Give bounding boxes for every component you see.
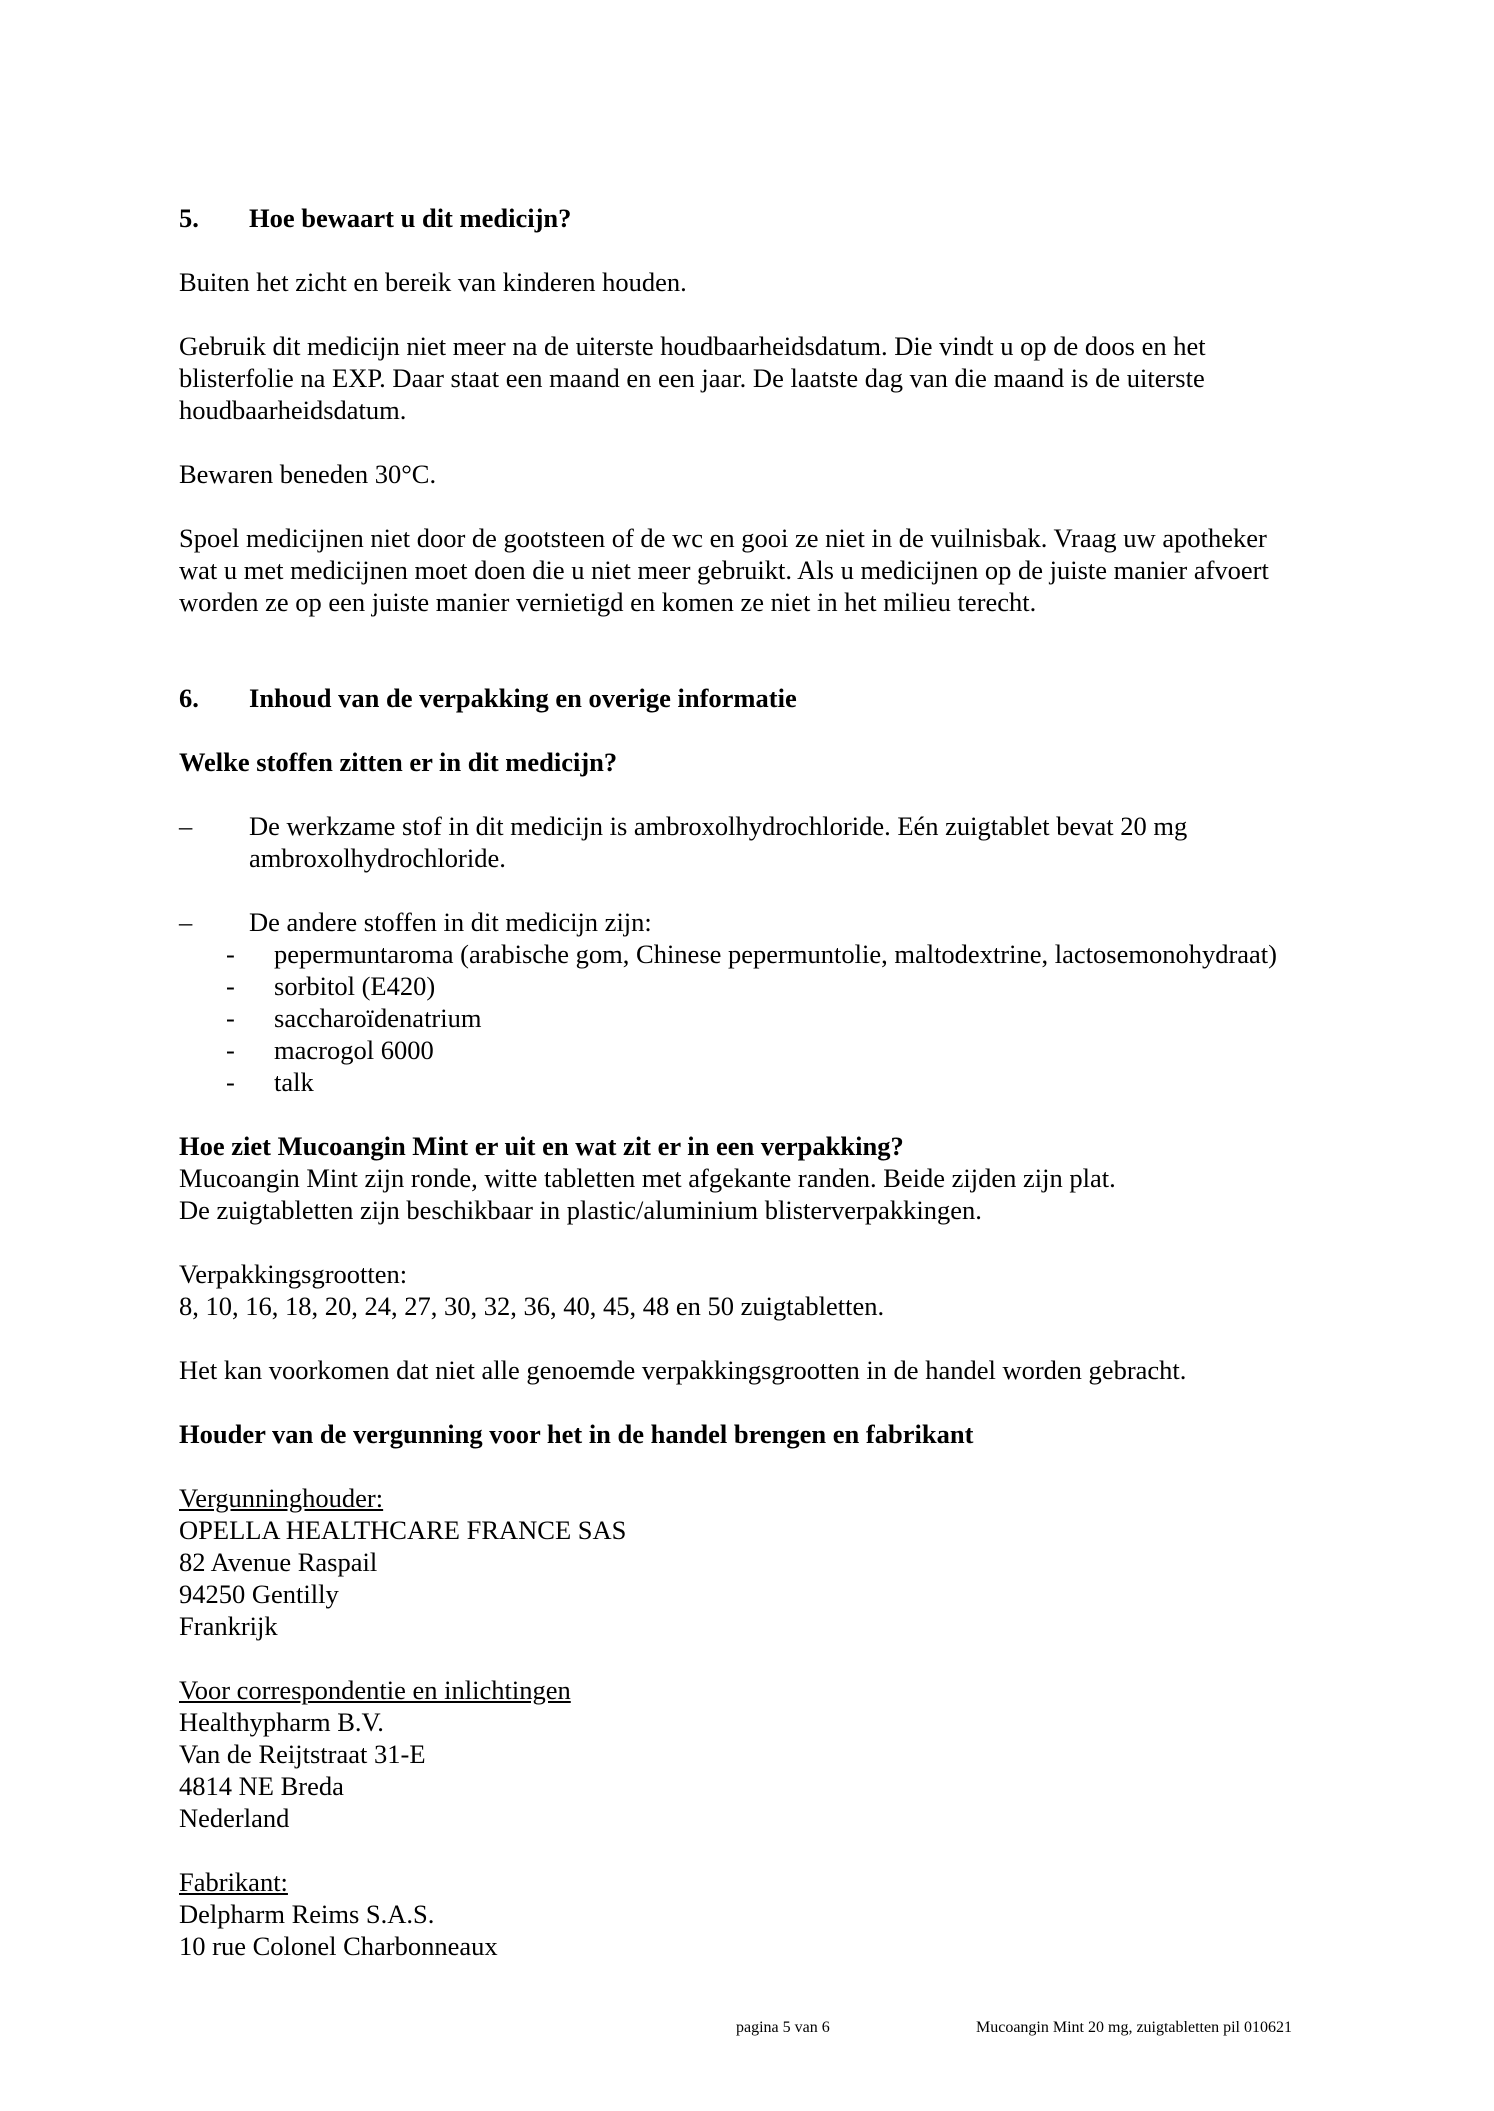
list-item: - talk [226,1067,314,1097]
list-item: - macrogol 6000 [226,1035,434,1065]
address-label: Voor correspondentie en inlichtingen [179,1675,571,1705]
paragraph: Verpakkingsgrootten: 8, 10, 16, 18, 20, 24, 27, 30, 32, 36, 40, 45, 48 en 50 zuigtabletten. [179,1259,885,1321]
paragraph: Bewaren beneden 30°C. [179,459,437,489]
list-item: - sorbitol (E420) [226,971,436,1001]
section-number: 5. [179,203,199,233]
subheading: Houder van de vergunning voor het in de handel brengen en fabrikant [179,1419,974,1449]
address-label: Fabrikant: [179,1867,288,1897]
dash-bullet: – [179,907,193,937]
document-reference: Mucoangin Mint 20 mg, zuigtabletten pil 010621 [976,2019,1292,2036]
subheading: Hoe ziet Mucoangin Mint er uit en wat zit er in een verpakking? [179,1131,904,1161]
paragraph: Het kan voorkomen dat niet alle genoemde verpakkingsgrootten in de handel worden gebracht. [179,1355,1187,1385]
ingredient-list [179,938,1339,1098]
dash-bullet: – [179,811,193,841]
section-6-heading [179,682,1339,714]
subheading: Welke stoffen zitten er in dit medicijn? [179,747,618,777]
page-number: pagina 5 van 6 [736,2019,830,2036]
list-item: - saccharoïdenatrium [226,1003,482,1033]
document-body [179,202,1339,1962]
list-item: – De werkzame stof in dit medicijn is ambroxolhydrochloride. Eén zuigtablet bevat 20 mg ambroxolhydrochloride. [179,811,1188,873]
address-block: Voor correspondentie en inlichtingen Healthypharm B.V. Van de Reijtstraat 31-E 4814 NE Breda Nederland [179,1675,571,1833]
section-title: Inhoud van de verpakking en overige informatie [249,683,797,713]
list-item: – De andere stoffen in dit medicijn zijn: [179,907,652,937]
paragraph: Spoel medicijnen niet door de gootsteen of de wc en gooi ze niet in de vuilnisbak. Vraag uw apotheker wat u met medicijnen moet doen die u niet meer gebruikt. Als u medicijnen op de juiste manier afvoert worden ze op een juiste manier vernietigd en komen ze niet in het milieu terecht. [179,523,1269,617]
list-item: - pepermuntaroma (arabische gom, Chinese pepermuntolie, maltodextrine, lactosemonohydraat) [226,939,1277,969]
section-title: Hoe bewaart u dit medicijn? [249,203,572,233]
paragraph: Gebruik dit medicijn niet meer na de uiterste houdbaarheidsdatum. Die vindt u op de doos en het blisterfolie na EXP. Daar staat een maand en een jaar. De laatste dag van die maand is de uiterste houdbaarheidsdatum. [179,331,1206,425]
section-number: 6. [179,683,199,713]
section-5-heading [179,202,1339,234]
address-block: Fabrikant: Delpharm Reims S.A.S. 10 rue Colonel Charbonneaux [179,1867,498,1961]
paragraph: Buiten het zicht en bereik van kinderen houden. [179,267,687,297]
paragraph: Mucoangin Mint zijn ronde, witte tabletten met afgekante randen. Beide zijden zijn plat. De zuigtabletten zijn beschikbaar in plastic/aluminium blisterverpakkingen. [179,1163,1116,1225]
address-block: Vergunninghouder: OPELLA HEALTHCARE FRANCE SAS 82 Avenue Raspail 94250 Gentilly Frankrijk [179,1483,627,1641]
address-label: Vergunninghouder: [179,1483,384,1513]
